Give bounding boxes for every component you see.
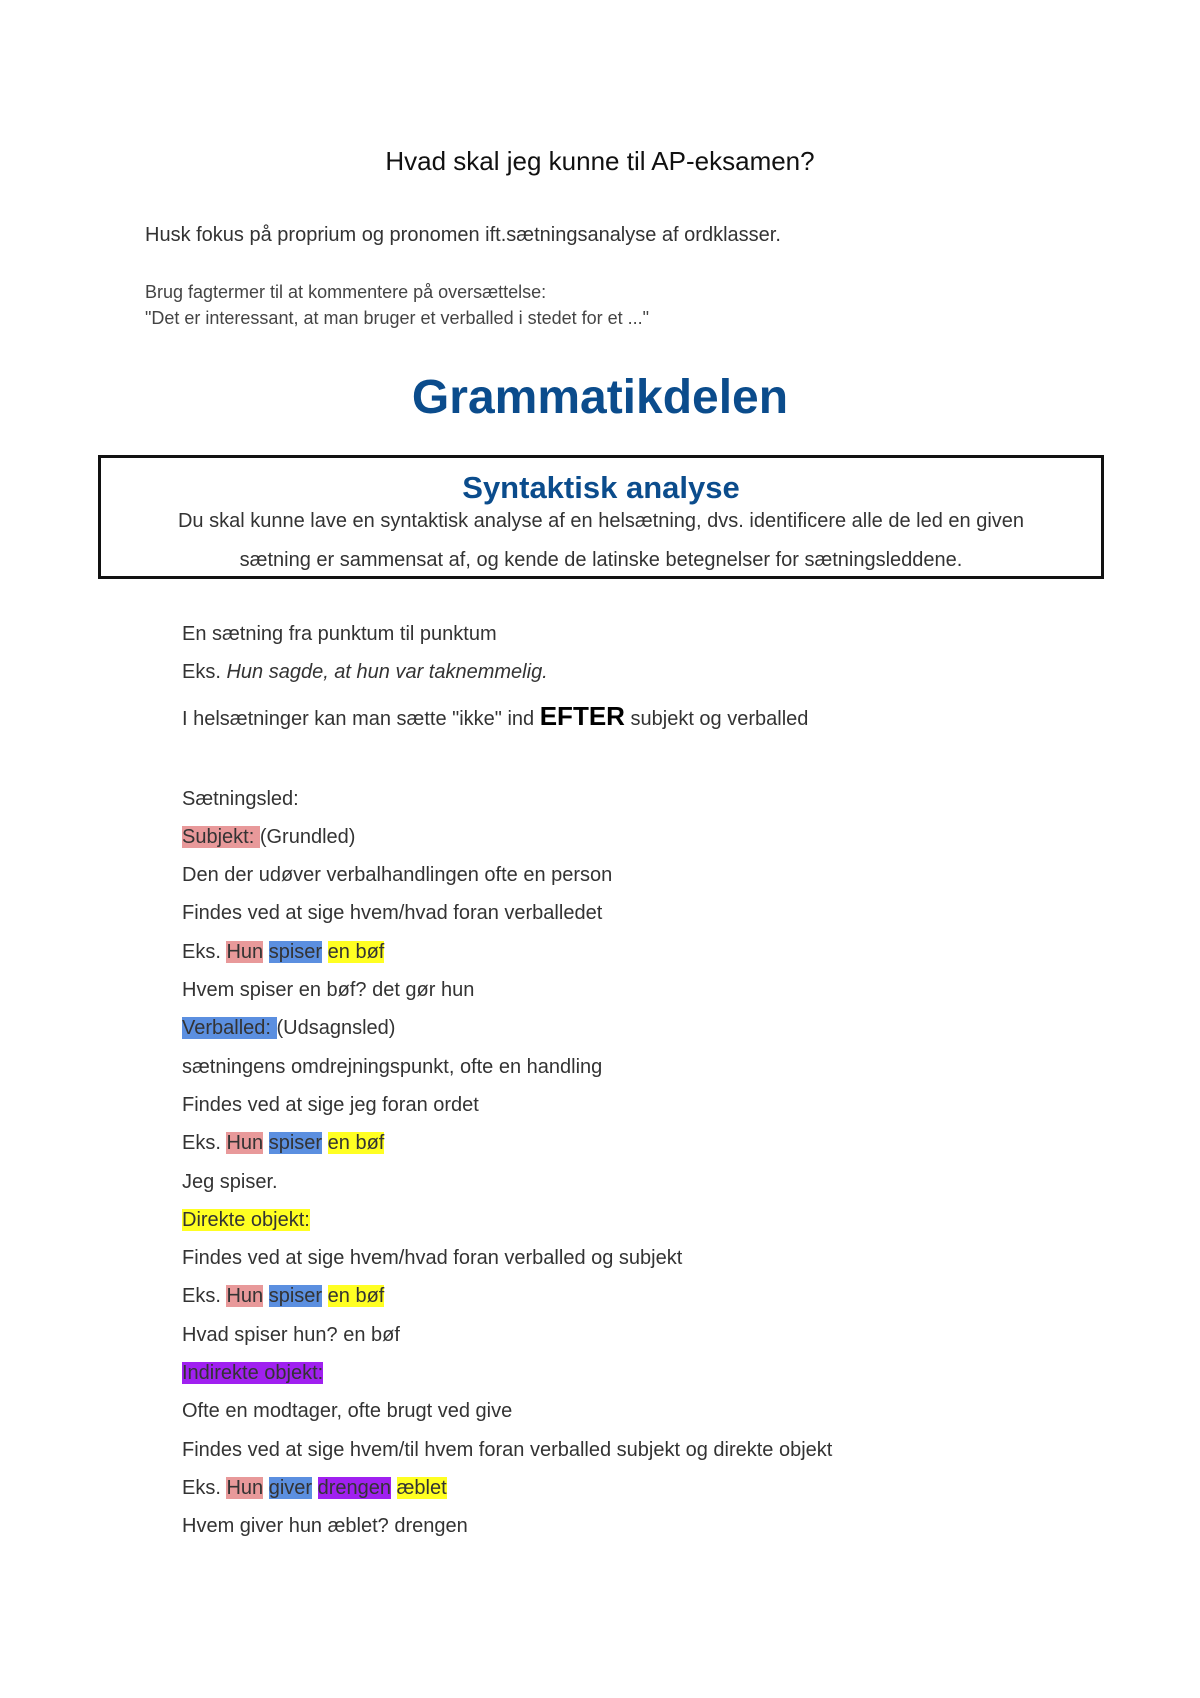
intro-line-3	[182, 692, 1142, 743]
indirekte-desc-2: Findes ved at sige hvem/til hvem foran verballed subjekt og direkte objekt	[182, 1438, 833, 1461]
subjekt-question: Hvem spiser en bøf? det gør hun	[182, 979, 475, 1002]
example-object: en bøf	[327, 940, 385, 963]
verballed-paren: (Udsagnsled)	[276, 1017, 396, 1040]
terms-note-line1: Brug fagtermer til at kommentere på oversættelse:	[145, 282, 547, 302]
saetningsled-heading: Sætningsled:	[182, 787, 299, 810]
example-subject: Hun	[226, 1476, 264, 1499]
subjekt-heading	[182, 818, 1142, 856]
intro-line-3-after: subjekt og verballed	[624, 707, 809, 730]
terms-note	[145, 279, 649, 331]
example-verb: spiser	[268, 1285, 323, 1308]
section-description	[101, 502, 1101, 580]
intro-line-1: En sætning fra punktum til punktum	[182, 623, 497, 645]
subjekt-example	[182, 933, 1142, 971]
efter-emphasis: EFTER	[539, 700, 625, 731]
verballed-desc-1: sætningens omdrejningspunkt, ofte en handling	[182, 1055, 603, 1078]
focus-note: Husk fokus på proprium og pronomen ift.sætningsanalyse af ordklasser.	[145, 224, 781, 246]
section-description-line2: sætning er sammensat af, og kende de latinske betegnelser for sætningsleddene.	[239, 549, 963, 571]
direkte-label: Direkte objekt:	[182, 1208, 310, 1231]
example-verb: spiser	[268, 940, 323, 963]
direkte-question: Hvad spiser hun? en bøf	[182, 1323, 400, 1346]
subjekt-desc-1: Den der udøver verbalhandlingen ofte en person	[182, 864, 613, 887]
indirekte-heading	[182, 1354, 1142, 1392]
example-subject: Hun	[226, 940, 264, 963]
subjekt-paren: (Grundled)	[259, 825, 356, 848]
terms-note-line2: "Det er interessant, at man bruger et verballed i stedet for et ..."	[145, 308, 650, 328]
example-object: en bøf	[327, 1132, 385, 1155]
spacer	[182, 743, 1142, 780]
verballed-question: Jeg spiser.	[182, 1170, 278, 1193]
indirekte-desc-1: Ofte en modtager, ofte brugt ved give	[182, 1400, 513, 1423]
verballed-example	[182, 1124, 1142, 1162]
direkte-heading	[182, 1201, 1142, 1239]
indirekte-question: Hvem giver hun æblet? drengen	[182, 1515, 468, 1538]
content	[182, 615, 1142, 1546]
subjekt-desc-2: Findes ved at sige hvem/hvad foran verballedet	[182, 902, 603, 925]
intro-line-3-before: I helsætninger kan man sætte "ikke" ind	[182, 707, 540, 730]
subjekt-label: Subjekt:	[182, 825, 260, 848]
main-heading: Grammatikdelen	[411, 371, 789, 424]
eks-prefix: Eks.	[182, 1132, 227, 1155]
verballed-heading	[182, 1009, 1142, 1047]
example-subject: Hun	[226, 1285, 264, 1308]
example-verb: spiser	[268, 1132, 323, 1155]
example-indirect-object: drengen	[317, 1476, 392, 1499]
example-verb: giver	[268, 1476, 313, 1499]
section-title: Syntaktisk analyse	[462, 470, 740, 505]
eks-prefix: Eks.	[182, 1476, 227, 1499]
indirekte-example	[182, 1469, 1142, 1507]
example-object: æblet	[396, 1476, 447, 1499]
direkte-example	[182, 1277, 1142, 1315]
section-description-line1: Du skal kunne lave en syntaktisk analyse af en helsætning, dvs. identificere alle de led en given	[177, 510, 1025, 532]
example-sentence: Hun sagde, at hun var taknemmelig.	[226, 661, 548, 684]
section-box	[98, 455, 1104, 579]
example-subject: Hun	[226, 1132, 264, 1155]
direkte-desc-1: Findes ved at sige hvem/hvad foran verballed og subjekt	[182, 1247, 683, 1270]
verballed-label: Verballed:	[182, 1017, 277, 1040]
eks-prefix: Eks.	[182, 940, 227, 963]
eks-prefix: Eks.	[182, 1285, 227, 1308]
page-title: Hvad skal jeg kunne til AP-eksamen?	[385, 146, 815, 176]
eks-prefix: Eks.	[182, 661, 227, 684]
intro-line-2	[182, 653, 1142, 691]
verballed-desc-2: Findes ved at sige jeg foran ordet	[182, 1093, 479, 1116]
example-object: en bøf	[327, 1285, 385, 1308]
indirekte-label: Indirekte objekt:	[182, 1362, 324, 1385]
